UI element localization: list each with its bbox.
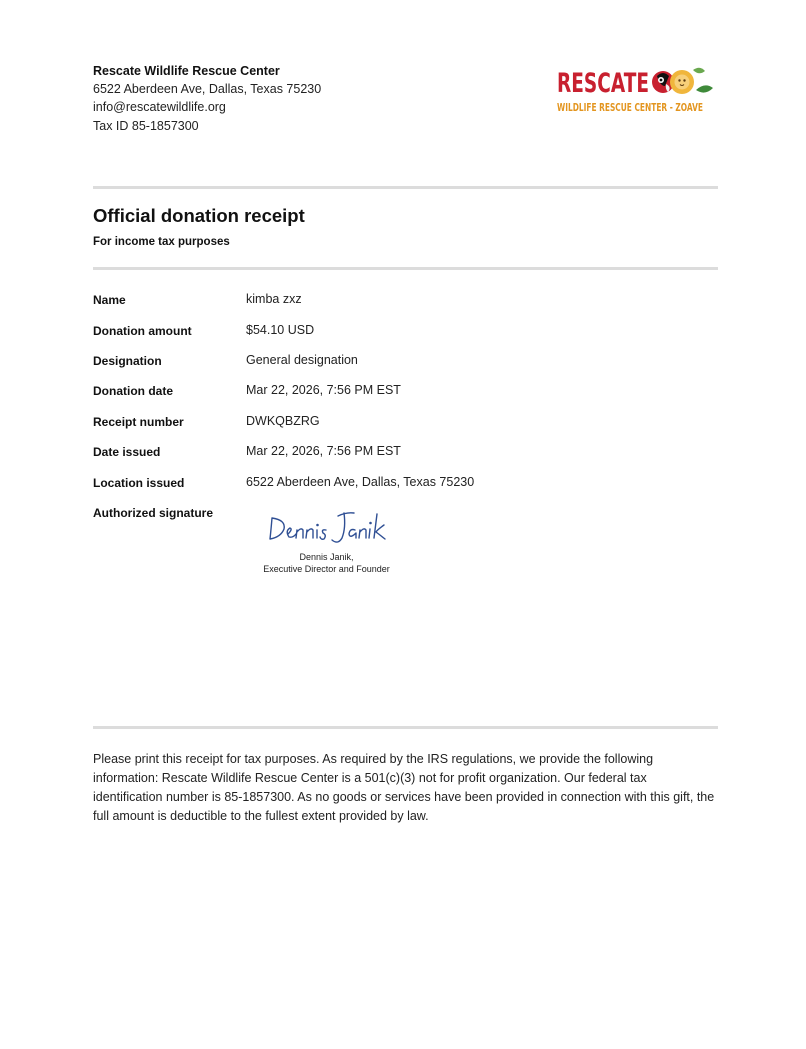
rescate-logo — [553, 62, 723, 116]
logo-tagline: WILDLIFE RESCUE CENTER - ZOAVE — [557, 101, 703, 114]
donation-amount-label: Donation amount — [93, 324, 192, 338]
divider — [93, 186, 718, 189]
donation-date-label: Donation date — [93, 384, 173, 398]
date-issued-value: Mar 22, 2026, 7:56 PM EST — [246, 444, 401, 458]
location-issued-value: 6522 Aberdeen Ave, Dallas, Texas 75230 — [246, 475, 475, 489]
authorized-signature-label: Authorized signature — [93, 506, 214, 520]
lion-icon — [670, 70, 694, 94]
date-issued-label: Date issued — [93, 445, 161, 459]
signer-title: Executive Director and Founder — [263, 564, 390, 574]
leaf-icon — [693, 68, 713, 93]
organization-tax-id: Tax ID 85-1857300 — [93, 118, 199, 133]
organization-email: info@rescatewildlife.org — [93, 100, 226, 115]
donation-amount-value: $54.10 USD — [246, 323, 315, 337]
organization-name: Rescate Wildlife Rescue Center — [93, 64, 280, 78]
designation-label: Designation — [93, 354, 162, 368]
divider — [93, 267, 718, 270]
designation-value: General designation — [246, 353, 358, 367]
logo-wordmark: RESCATE — [557, 68, 649, 99]
receipt-number-label: Receipt number — [93, 415, 184, 429]
signer-name: Dennis Janik, — [299, 552, 354, 562]
donation-date-value: Mar 22, 2026, 7:56 PM EST — [246, 383, 401, 397]
tax-disclaimer: Please print this receipt for tax purposes. As required by the IRS regulations, we provide the following information: Rescate Wildlife Rescue Center is a 501(c)(3) not for profit organization. Our federal tax identification number is 85-1857300. As no goods or services have been provided in connection with this gift, the full amount is deductible to the fullest extent provided by law. — [93, 752, 715, 823]
location-issued-label: Location issued — [93, 476, 185, 490]
name-label: Name — [93, 293, 126, 307]
divider — [93, 726, 718, 729]
organization-address: 6522 Aberdeen Ave, Dallas, Texas 75230 — [93, 82, 322, 97]
handwritten-signature — [266, 508, 388, 546]
receipt-title: Official donation receipt — [93, 205, 305, 226]
receipt-number-value: DWKQBZRG — [246, 414, 320, 428]
organization-info — [93, 62, 321, 135]
receipt-subtitle: For income tax purposes — [93, 236, 230, 248]
name-value: kimba zxz — [246, 292, 302, 306]
